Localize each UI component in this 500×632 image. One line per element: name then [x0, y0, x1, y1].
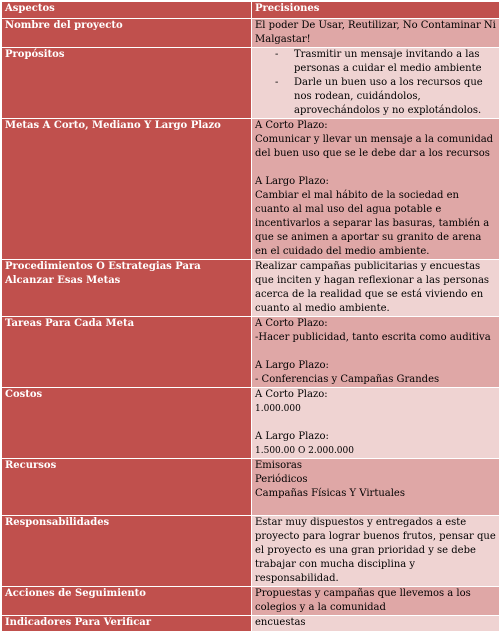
label-nombre: Nombre del proyecto [2, 19, 252, 48]
value-procedimientos: Realizar campañas publicitarias y encuestas que inciten y hagan reflexionar a las personas acerca de la realidad que se está viviendo en cuanto al medio ambiente. [252, 260, 500, 317]
value-nombre: El poder De Usar, Reutilizar, No Contaminar Ni Malgastar! [252, 19, 500, 48]
costos-corto-text: 1.000.000 [255, 404, 301, 414]
tareas-corto-title: A Corto Plazo: [255, 318, 328, 329]
propositos-list [255, 48, 496, 118]
row-tareas [2, 317, 500, 388]
list-item: - Trasmitir un mensaje invitando a las personas a cuidar el medio ambiente [275, 49, 482, 74]
project-table [1, 1, 500, 632]
label-recursos: Recursos [2, 459, 252, 516]
label-costos: Costos [2, 388, 252, 459]
value-responsabilidades: Estar muy dispuestos y entregados a este proyecto para lograr buenos frutos, pensar que el proyecto es una gran prioridad y se debe trabajar con mucha disciplina y responsabilidad. [252, 516, 500, 587]
header-row [2, 2, 500, 19]
row-responsabilidades [2, 516, 500, 587]
metas-largo-text: Cambiar el mal hábito de la sociedad en cuanto al mal uso del agua potable e incentivarlos a separar las basuras, también a que se animen a aportar su granito de arena en el cuidado del medio ambiente. [255, 190, 490, 257]
tareas-largo-title: A Largo Plazo: [255, 360, 329, 371]
list-item: Periódicos [255, 474, 308, 485]
metas-corto-text: Comunicar y llevar un mensaje a la comunidad del buen uso que se le debe dar a los recursos [255, 134, 494, 159]
value-propositos [252, 48, 500, 119]
tareas-corto-text: -Hacer publicidad, tanto escrita como auditiva [255, 332, 491, 343]
label-procedimientos: Procedimientos O Estrategias Para Alcanzar Esas Metas [2, 260, 252, 317]
value-tareas [252, 317, 500, 388]
row-indicadores [2, 616, 500, 632]
header-precisiones: Precisiones [252, 2, 500, 19]
costos-corto-title: A Corto Plazo: [255, 389, 328, 400]
row-recursos [2, 459, 500, 516]
label-responsabilidades: Responsabilidades [2, 516, 252, 587]
value-recursos [252, 459, 500, 516]
label-tareas: Tareas Para Cada Meta [2, 317, 252, 388]
costos-largo-text: 1.500.00 O 2.000.000 [255, 446, 354, 456]
value-costos [252, 388, 500, 459]
tareas-largo-text: - Conferencias y Campañas Grandes [255, 374, 440, 385]
metas-largo-title: A Largo Plazo: [255, 176, 329, 187]
label-indicadores: Indicadores Para Verificar [2, 616, 252, 632]
list-item: - Darle un buen uso a los recursos que nos rodean, cuidándolos, aprovechándolos y no explotándolos. [275, 77, 483, 116]
label-metas: Metas A Corto, Mediano Y Largo Plazo [2, 119, 252, 260]
row-metas [2, 119, 500, 260]
metas-corto-title: A Corto Plazo: [255, 120, 328, 131]
value-acciones: Propuestas y campañas que llevemos a los colegios y a la comunidad [252, 587, 500, 616]
row-acciones [2, 587, 500, 616]
row-propositos [2, 48, 500, 119]
costos-largo-title: A Largo Plazo: [255, 431, 329, 442]
header-aspectos: Aspectos [2, 2, 252, 19]
label-propositos: Propósitos [2, 48, 252, 119]
list-item: Emisoras [255, 460, 303, 471]
row-costos [2, 388, 500, 459]
row-procedimientos [2, 260, 500, 317]
row-nombre [2, 19, 500, 48]
value-metas [252, 119, 500, 260]
value-indicadores: encuestas [252, 616, 500, 632]
list-item: Campañas Físicas Y Virtuales [255, 488, 405, 499]
label-acciones: Acciones de Seguimiento [2, 587, 252, 616]
